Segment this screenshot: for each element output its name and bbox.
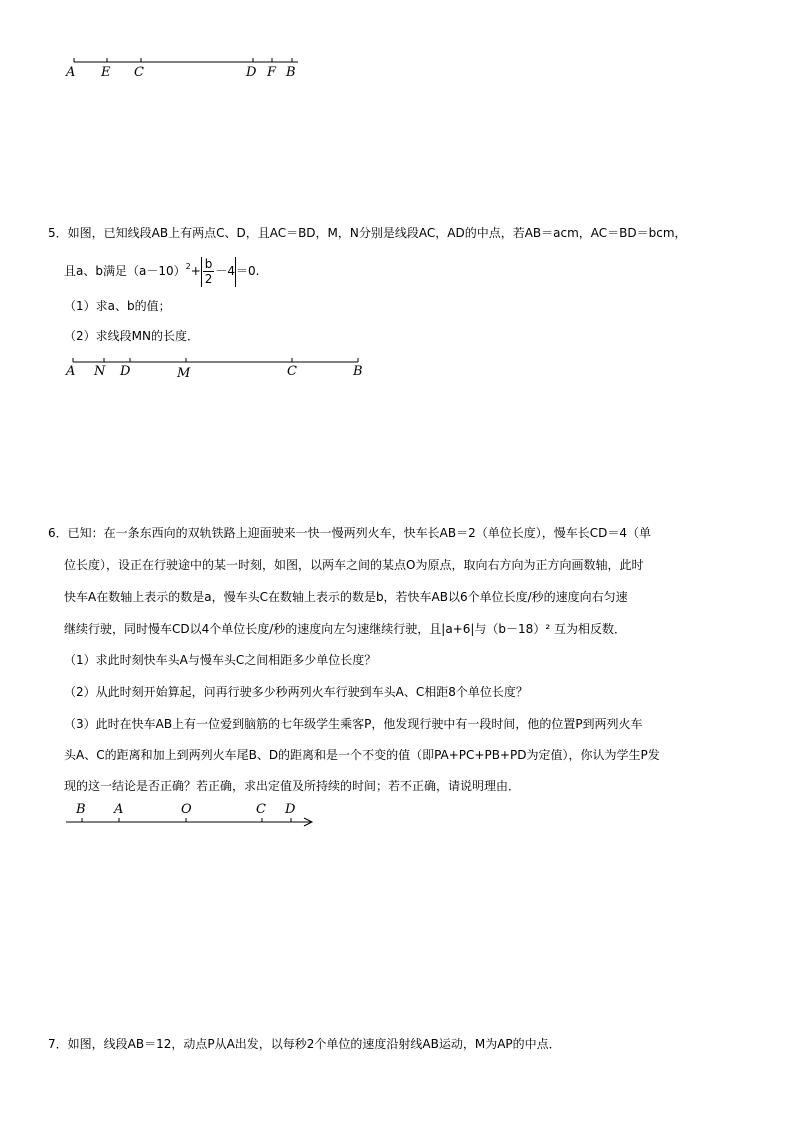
q5-fraction-denominator: 2 (204, 272, 213, 286)
q6-sub-3-line-2: 头A、C的距离和加上到两列火车尾B、D的距离和是一个不变的值（即PA+PC+PB+PD为定值），你认为学生P发 (64, 748, 660, 762)
fig6-label-c: C (256, 802, 266, 817)
q5-line-2-post: －4 (215, 264, 236, 278)
abs-bar-left (201, 257, 202, 287)
fig4-label-f: F (267, 65, 277, 80)
fig4-label-d: D (246, 65, 257, 80)
fig5-label-n: N (94, 364, 106, 379)
fig5-label-c: C (287, 364, 297, 379)
q5-fraction-numerator: b (204, 257, 213, 271)
figure-q5-segment (0, 350, 793, 390)
q5-line-2-plus: + (190, 264, 201, 278)
fig6-label-o: O (181, 802, 192, 817)
fig5-label-m: M (177, 366, 191, 381)
q7-line-1: 7．如图，线段AB＝12，动点P从A出发，以每秒2个单位的速度沿射线AB运动，M为AP的中点． (48, 1037, 561, 1051)
fig5-label-b: B (353, 364, 363, 379)
q6-line-4: 继续行驶，同时慢车CD以4个单位长度/秒的速度向左匀速继续行驶，且|a+6|与（b－18）² 互为相反数． (64, 622, 626, 636)
fig6-label-d: D (285, 802, 296, 817)
fig5-label-a: A (66, 364, 76, 379)
fig4-label-b: B (286, 65, 296, 80)
q6-line-2: 位长度），设正在行驶途中的某一时刻，如图，以两车之间的某点O为原点，取向右方向为正方向画数轴，此时 (64, 558, 644, 572)
q5-line-2-end: ＝0. (236, 264, 260, 278)
q6-sub-1: （1）求此时刻快车头A与慢车头C之间相距多少单位长度？ (64, 653, 377, 667)
q6-sub-3-line-1: （3）此时在快车AB上有一位爱到脑筋的七年级学生乘客P，他发现行驶中有一段时间，他的位置P到两列火车 (64, 717, 643, 731)
q5-line-2 (64, 250, 259, 284)
q5-line-1: 5．如图，已知线段AB上有两点C、D，且AC＝BD，M，N分别是线段AC，AD的中点，若AB＝acm，AC＝BD＝bcm， (48, 226, 687, 240)
fig6-label-a: A (114, 802, 124, 817)
figure-q4-segment (0, 0, 793, 90)
fig4-label-c: C (134, 65, 144, 80)
q6-line-1: 6．已知：在一条东西向的双轨铁路上迎面驶来一快一慢两列火车，快车长AB＝2（单位长度），慢车长CD＝4（单 (48, 526, 651, 540)
fig4-label-a: A (66, 65, 76, 80)
q5-fraction (203, 257, 215, 286)
fig5-label-d: D (120, 364, 131, 379)
q5-sub-1: （1）求a、b的值； (64, 299, 171, 313)
q6-sub-2: （2）从此时刻开始算起，问再行驶多少秒两列火车行驶到车头A、C相距8个单位长度？ (64, 685, 528, 699)
q5-line-2-exponent: 2 (185, 262, 191, 271)
q6-sub-3-line-3: 现的这一结论是否正确？若正确，求出定值及所持续的时间；若不正确，请说明理由． (64, 779, 521, 793)
q5-sub-2: （2）求线段MN的长度． (64, 329, 199, 343)
fig4-label-e: E (101, 65, 111, 80)
fig6-label-b: B (76, 802, 86, 817)
q5-line-2-pre: 且a、b满足（a－10） (64, 264, 186, 278)
q6-line-3: 快车A在数轴上表示的数是a，慢车头C在数轴上表示的数是b，若快车AB以6个单位长度/秒的速度向右匀速 (64, 590, 628, 604)
